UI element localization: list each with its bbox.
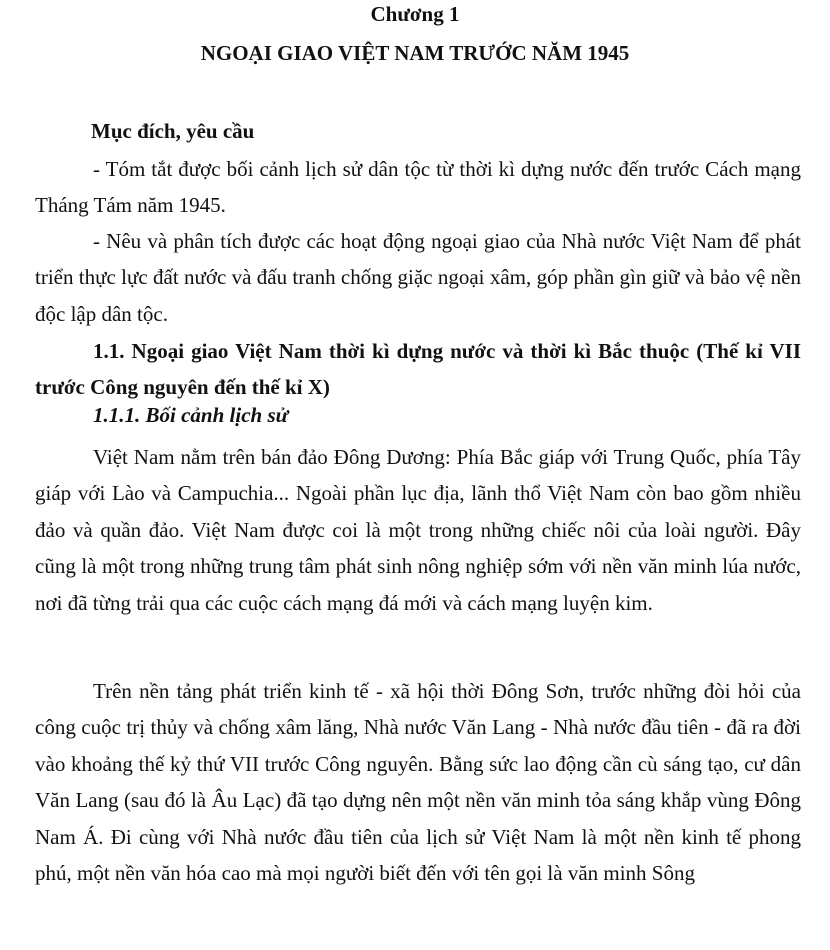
purpose-heading: Mục đích, yêu cầu [91,119,255,143]
goal-paragraph-1: - Tóm tắt được bối cảnh lịch sử dân tộc từ thời kì dựng nước đến trước Cách mạng Tháng Tám năm 1945. [35,157,801,218]
goal-paragraph-2: - Nêu và phân tích được các hoạt động ngoại giao của Nhà nước Việt Nam để phát triển thực lực đất nước và đấu tranh chống giặc ngoại xâm, góp phần gìn giữ và bảo vệ nền độc lập dân tộc. [35,229,801,326]
section-heading-1-1-1: 1.1.1. Bối cảnh lịch sử [93,403,289,427]
body-paragraph-1: Việt Nam nằm trên bán đảo Đông Dương: Phía Bắc giáp với Trung Quốc, phía Tây giáp với Lào và Campuchia... Ngoài phần lục địa, lãnh thổ Việt Nam còn bao gồm nhiều đảo và quần đảo. Việt Nam được coi là một trong những chiếc nôi của loài người. Đây cũng là một trong những trung tâm phát sinh nông nghiệp sớm với nền văn minh lúa nước, nơi đã từng trải qua các cuộc cách mạng đá mới và cách mạng luyện kim. [35,445,801,615]
section-heading-1-1: 1.1. Ngoại giao Việt Nam thời kì dựng nước và thời kì Bắc thuộc (Thế kỉ VII trước Công nguyên đến thế kỉ X) [35,339,801,399]
body-paragraph-2: Trên nền tảng phát triển kinh tế - xã hội thời Đông Sơn, trước những đòi hỏi của công cuộc trị thủy và chống xâm lăng, Nhà nước Văn Lang - Nhà nước đầu tiên - đã ra đời vào khoảng thế kỷ thứ VII trước Công nguyên. Bằng sức lao động cần cù sáng tạo, cư dân Văn Lang (sau đó là Âu Lạc) đã tạo dựng nên một nền văn minh tỏa sáng khắp vùng Đông Nam Á. Đi cùng với Nhà nước đầu tiên của lịch sử Việt Nam là một nền kinh tế phong phú, một nền văn hóa cao mà mọi người biết đến với tên gọi là văn minh Sông [35,679,801,886]
chapter-title: NGOẠI GIAO VIỆT NAM TRƯỚC NĂM 1945 [200,41,630,65]
chapter-number: Chương 1 [370,2,460,26]
